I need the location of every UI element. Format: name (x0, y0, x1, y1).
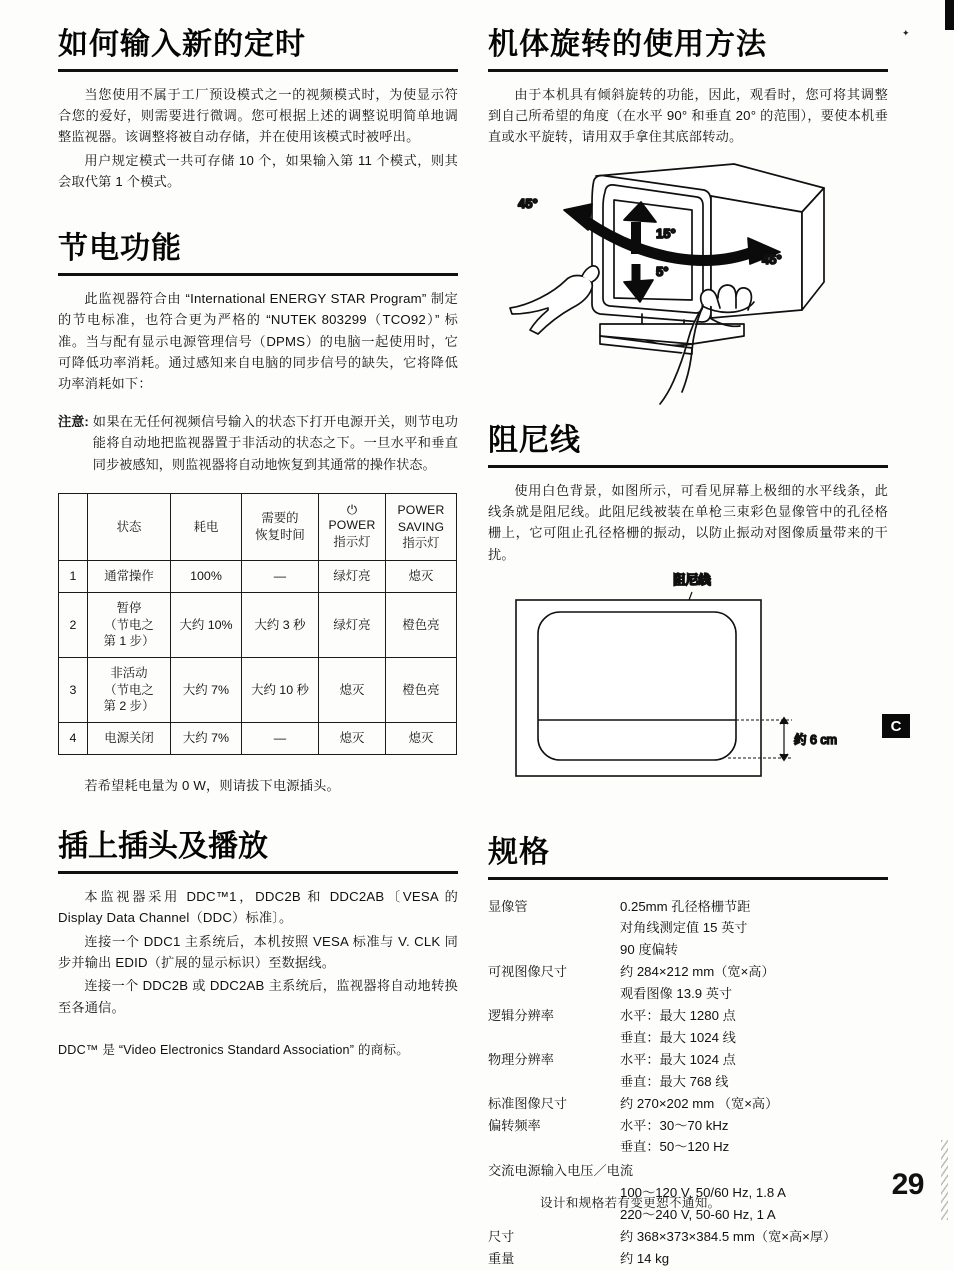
table-header-row (59, 493, 457, 560)
paragraph-damper-1: 使用白色背景，如图所示，可看见屏幕上极细的水平线条，此线条就是阻尼线。此阻尼线被装在单枪三束彩色显像管中的孔径格栅上，它可阻止孔径格栅的振动，以防止振动对图像质量带来的干扰。 (488, 482, 888, 562)
th-power-indicator-line2: 指示灯 (333, 535, 371, 550)
cell-state-line2: （节电之 (104, 617, 154, 632)
spec-value: 水平：最大 1280 点 (620, 1008, 736, 1024)
heading-rule (58, 69, 458, 72)
trademark-note: DDC™ 是 “Video Electronics Standard Association” 的商标。 (58, 1043, 410, 1058)
left-column (58, 28, 458, 1060)
power-saving-table (58, 493, 457, 755)
cell-state-line1: 电源关闭 (104, 731, 154, 746)
note-text: 如果在无任何视频信号输入的状态下打开电源开关，则节电功能将自动地把监视器置于非活动的状态之下。一旦水平和垂直同步被感知，则监视器将自动地恢复到其通常的操作状态。 (92, 413, 458, 472)
spec-values (620, 1115, 888, 1159)
heading-rule (58, 871, 458, 874)
spec-item (488, 1248, 888, 1270)
cell-power-led: 绿灯亮 (319, 561, 386, 593)
cell-power: 100% (171, 561, 242, 593)
spec-value: 220～240 V, 50-60 Hz, 1 A (620, 1207, 776, 1223)
cell-saving-led: 熄灭 (386, 723, 457, 755)
paragraph-after-table: 若希望耗电量为 0 W，则请拔下电源插头。 (84, 777, 340, 793)
cell-time: — (242, 561, 319, 593)
note-label: 注意: (58, 413, 89, 429)
paragraph-new-timing-1: 当您使用不属于工厂预设模式之一的视频模式时，为使显示符合您的爱好，则需要进行微调。您可根据上述的调整说明简单地调整监视器。该调整将被自动存储，并在使用该模式时被呼出。 (58, 86, 458, 145)
spec-value: 水平：最大 1024 点 (620, 1051, 736, 1067)
th-recovery-time (242, 493, 319, 560)
spec-values (620, 961, 888, 1005)
label-damper-dimension: 约 6 cm (794, 733, 838, 747)
cell-power: 大约 10% (171, 592, 242, 657)
label-tilt-down: 5° (656, 264, 669, 279)
right-column-2 (488, 424, 888, 565)
th-recovery-time-line2: 恢复时间 (255, 527, 305, 542)
cell-time: — (242, 723, 319, 755)
spec-value: 约 368×373×384.5 mm（宽×高×厚） (620, 1229, 837, 1245)
spec-label: 可视图像尺寸 (488, 964, 568, 980)
th-power-saving-indicator (386, 493, 457, 560)
paragraph-pnp-2: 连接一个 DDC1 主系统后，本机按照 VESA 标准与 V. CLK 同步并输出 EDID（扩展的显示标识）至数据线。 (58, 933, 458, 970)
spec-item (488, 1226, 888, 1248)
cell-state (88, 658, 171, 723)
spec-label: 显像管 (488, 898, 528, 914)
heading-power-saving: 节电功能 (58, 231, 182, 267)
cell-power-led: 熄灭 (319, 658, 386, 723)
spec-value: 水平：30～70 kHz (620, 1117, 729, 1133)
corner-black-bar (945, 0, 954, 30)
spec-values (620, 896, 888, 962)
label-swivel-right: 45° (762, 252, 782, 267)
callout-damper-wire: 阻尼线 (673, 572, 711, 587)
spec-label: 尺寸 (488, 1229, 515, 1245)
spec-values (620, 1049, 888, 1093)
spec-values (620, 1093, 888, 1115)
cell-state (88, 561, 171, 593)
cell-time: 大约 3 秒 (242, 592, 319, 657)
spec-values (620, 1248, 888, 1270)
spec-item (488, 1005, 888, 1049)
spec-item (488, 1093, 888, 1115)
heading-rule (488, 69, 888, 72)
cell-state-line1: 通常操作 (104, 569, 154, 584)
cell-time: 大约 10 秒 (242, 658, 319, 723)
cell-state (88, 592, 171, 657)
paragraph-pnp-1: 本监视器采用 DDC™1，DDC2B 和 DDC2AB〔VESA 的 Display Data Channel（DDC）标准〕。 (58, 888, 458, 926)
cell-state-line3: 第 1 步） (103, 634, 155, 649)
paragraph-power-saving-1: 此监视器符合由 “International ENERGY STAR Program” 制定的节电标准，也符合更为严格的 “NUTEK 803299（TCO92）” 标准。当与配有显示电源管理信号（DPMS）的电脑一起使用时，它可降低功率消耗。通过感知来自电脑的同步信号的缺失，它将降低功率消耗如下： (58, 290, 458, 392)
spec-value: 垂直：最大 768 线 (620, 1073, 729, 1089)
paragraph-new-timing-2: 用户规定模式一共可存储 10 个，如果输入第 11 个模式，则其会取代第 1 个模式。 (58, 152, 458, 189)
th-power-saving-line3: 指示灯 (402, 536, 440, 551)
paragraph-pnp-3: 连接一个 DDC2B 或 DDC2AB 主系统后，监视器将自动地转换至各通信。 (58, 978, 458, 1015)
cell-power-led: 熄灭 (319, 723, 386, 755)
corner-speck-mark: ✦ (902, 28, 910, 38)
cell-index: 1 (59, 561, 88, 593)
spec-label: 偏转频率 (488, 1117, 541, 1133)
cell-state-line2: （节电之 (104, 682, 154, 697)
table-row (59, 561, 457, 593)
cell-power-led: 绿灯亮 (319, 592, 386, 657)
spec-item (488, 1049, 888, 1093)
spec-values (620, 1005, 888, 1049)
heading-specs: 规格 (488, 835, 550, 870)
th-index (59, 493, 88, 560)
spec-value: 垂直：50～120 Hz (620, 1139, 730, 1155)
label-swivel-left: 45° (518, 196, 538, 211)
spec-label: 重量 (488, 1251, 515, 1266)
heading-plug-and-play: 插上插头及播放 (58, 829, 268, 865)
spec-label: 标准图像尺寸 (488, 1095, 568, 1111)
label-tilt-up: 15° (656, 226, 676, 241)
spec-item (488, 961, 888, 1005)
chapter-tab-marker: C (882, 714, 910, 738)
spec-item (488, 1115, 888, 1159)
th-power-saving-line1: POWER (397, 502, 445, 517)
spec-value: 90 度偏转 (620, 942, 678, 958)
heading-new-timing: 如何输入新的定时 (58, 27, 306, 62)
spec-label: 交流电源输入电压／电流 (488, 1163, 634, 1179)
th-power-consumption: 耗电 (171, 493, 242, 560)
page-edge-texture (941, 1140, 948, 1220)
cell-state-line1: 非活动 (110, 666, 148, 681)
spec-value: 观看图像 13.9 英寸 (620, 986, 733, 1002)
spec-value: 约 284×212 mm（宽×高） (620, 964, 775, 980)
table-row (59, 658, 457, 723)
paragraph-swivel-1: 由于本机具有倾斜旋转的功能，因此，观看时，您可将其调整到自己所希望的角度（在水平 90° 和垂直 20° 的范围），要使本机垂直或水平旋转，请用双手拿住其底部转动。 (488, 86, 888, 145)
cell-state-line1: 暂停 (116, 600, 142, 615)
spec-label: 逻辑分辨率 (488, 1008, 554, 1024)
spec-value: 0.25mm 孔径格栅节距 (620, 898, 751, 914)
power-symbol-icon: ⏻ (346, 502, 358, 518)
heading-swivel: 机体旋转的使用方法 (488, 27, 767, 62)
cell-saving-led: 熄灭 (386, 561, 457, 593)
table-row (59, 592, 457, 657)
th-state: 状态 (88, 493, 171, 560)
th-recovery-time-line1: 需要的 (261, 511, 299, 526)
heading-damper-wire: 阻尼线 (488, 423, 581, 458)
cell-index: 4 (59, 723, 88, 755)
cell-index: 2 (59, 592, 88, 657)
heading-rule (58, 273, 458, 276)
cell-state-line3: 第 2 步） (103, 699, 155, 714)
note-block (58, 411, 458, 475)
footer-disclaimer: 设计和规格若有变更恕不通知。 (540, 1196, 721, 1210)
spec-value: 垂直：最大 1024 线 (620, 1029, 736, 1045)
spec-value: 约 14 kg (620, 1251, 670, 1266)
page-number: 29 (891, 1168, 924, 1201)
th-power-saving-line2: SAVING (397, 519, 445, 534)
spec-value: 100～120 V, 50/60 Hz, 1.8 A (620, 1185, 786, 1201)
specifications-list (488, 896, 888, 1270)
cell-state (88, 723, 171, 755)
cell-power: 大约 7% (171, 658, 242, 723)
th-power-indicator (319, 493, 386, 560)
th-power-indicator-line1: POWER (328, 518, 376, 533)
cell-power: 大约 7% (171, 723, 242, 755)
monitor-tilt-swivel-illustration (496, 158, 902, 410)
cell-saving-led: 橙色亮 (386, 658, 457, 723)
right-column (488, 28, 888, 148)
table-row (59, 723, 457, 755)
heading-rule (488, 465, 888, 468)
spec-label: 物理分辨率 (488, 1051, 554, 1067)
cell-saving-led: 橙色亮 (386, 592, 457, 657)
spec-item (488, 896, 888, 962)
heading-rule (488, 877, 888, 880)
damper-wire-screen-illustration (496, 568, 902, 818)
cell-index: 3 (59, 658, 88, 723)
spec-value: 约 270×202 mm （宽×高） (620, 1095, 779, 1111)
spec-value: 对角线测定值 15 英寸 (620, 920, 748, 936)
spec-values (620, 1226, 888, 1248)
